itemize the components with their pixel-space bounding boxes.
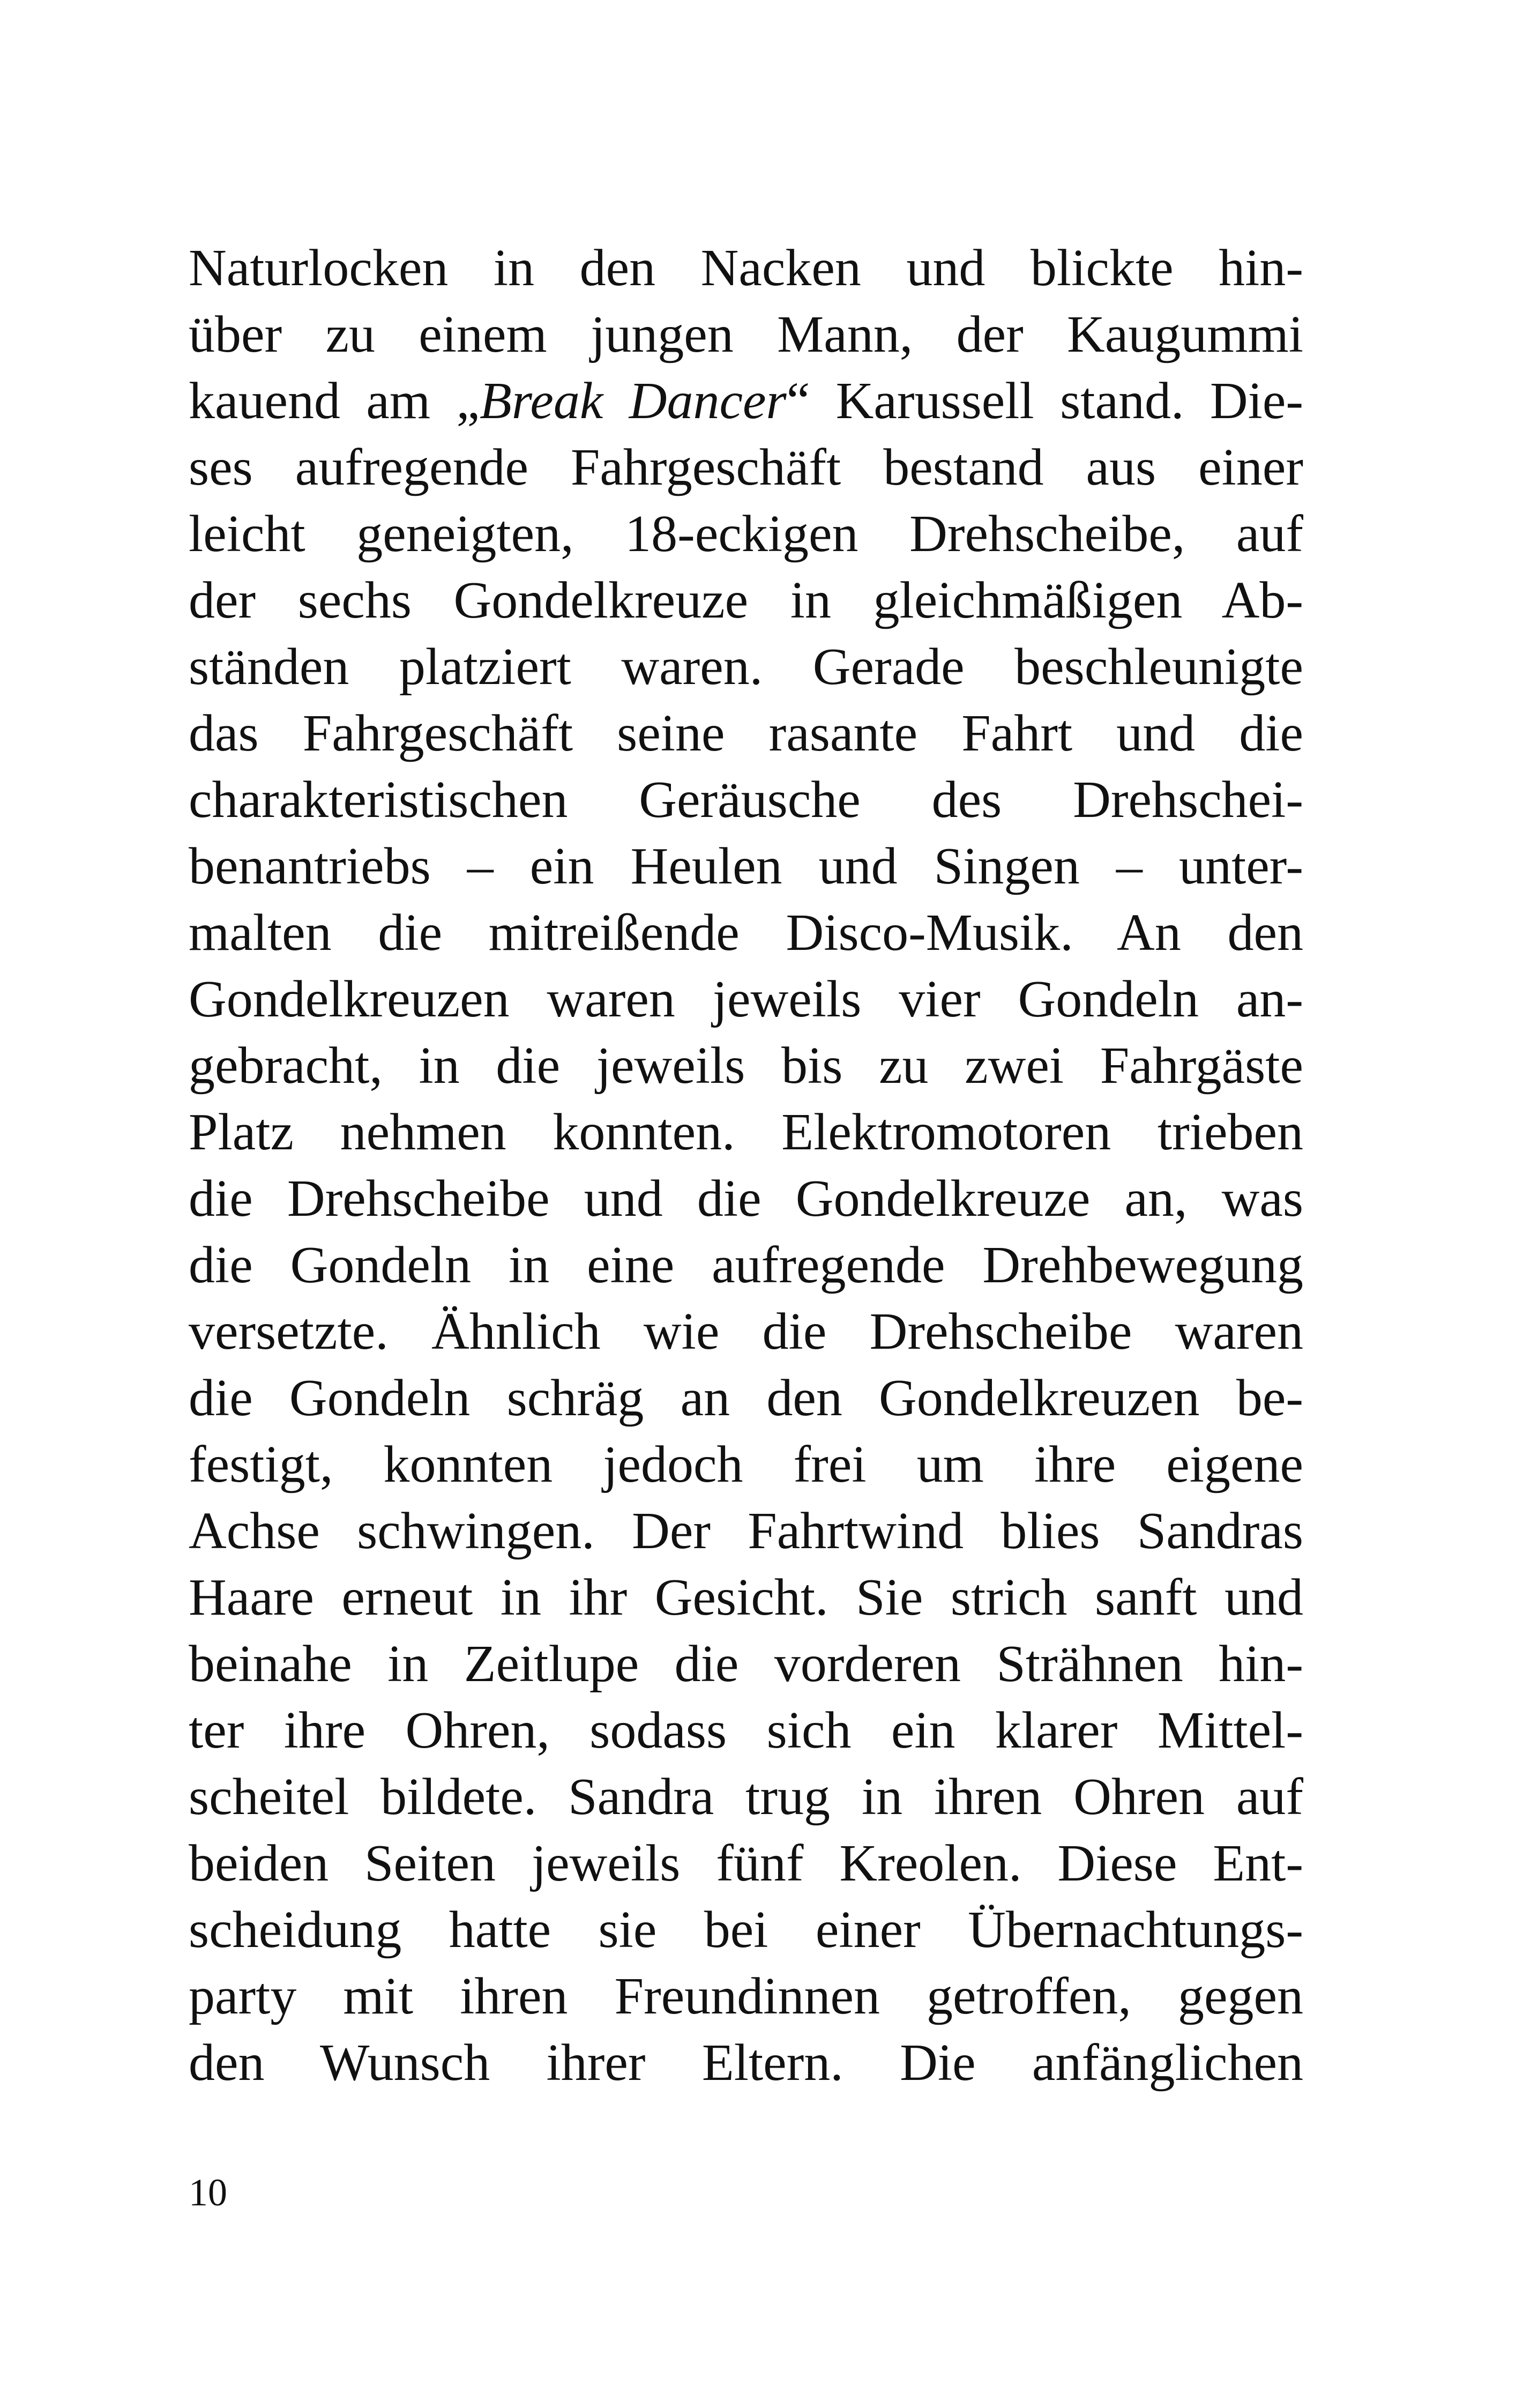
text-line: die Gondeln in eine aufregende Drehbewegung — [189, 1236, 1303, 1294]
text-line: scheidung hatte sie bei einer Übernachtungs- — [189, 1901, 1303, 1959]
text-line: beiden Seiten jeweils fünf Kreolen. Diese Ent- — [189, 1834, 1303, 1892]
text-line: malten die mitreißende Disco-Musik. An den — [189, 904, 1303, 962]
text-line: party mit ihren Freundinnen getroffen, gegen — [189, 1967, 1303, 2025]
text-line: das Fahrgeschäft seine rasante Fahrt und die — [189, 704, 1303, 762]
text-line: festigt, konnten jedoch frei um ihre eigene — [189, 1436, 1303, 1493]
text-line: benantriebs – ein Heulen und Singen – unter- — [189, 837, 1303, 895]
text-line: die Drehscheibe und die Gondelkreuze an, was — [189, 1170, 1303, 1228]
page-number: 10 — [189, 2171, 227, 2214]
text-line: den Wunsch ihrer Eltern. Die anfänglichen — [189, 2034, 1303, 2092]
text-line: charakteristischen Geräusche des Drehschei- — [189, 771, 1303, 829]
text-line: ses aufregende Fahrgeschäft bestand aus einer — [189, 439, 1303, 496]
text-line: versetzte. Ähnlich wie die Drehscheibe waren — [189, 1303, 1303, 1361]
text-line: über zu einem jungen Mann, der Kaugummi — [189, 306, 1303, 363]
text-line: die Gondeln schräg an den Gondelkreuzen be- — [189, 1369, 1303, 1427]
text-line: ständen platziert waren. Gerade beschleunigte — [189, 638, 1303, 696]
text-line: Achse schwingen. Der Fahrtwind blies Sandras — [189, 1502, 1303, 1560]
text-line: gebracht, in die jeweils bis zu zwei Fahrgäste — [189, 1037, 1303, 1095]
text-line: scheitel bildete. Sandra trug in ihren Ohren auf — [189, 1768, 1303, 1826]
text-line: beinahe in Zeitlupe die vorderen Strähnen hin- — [189, 1635, 1303, 1693]
text-line: Platz nehmen konnten. Elektromotoren trieben — [189, 1103, 1303, 1161]
text-line: Gondelkreuzen waren jeweils vier Gondeln an- — [189, 970, 1303, 1028]
ride-name: Break Dancer — [480, 372, 787, 430]
text-line: der sechs Gondelkreuze in gleichmäßigen Ab- — [189, 571, 1303, 629]
text-line: leicht geneigten, 18-eckigen Drehscheibe, auf — [189, 505, 1303, 563]
body-text — [189, 235, 1303, 2096]
text-line: Naturlocken in den Nacken und blickte hin- — [189, 239, 1303, 297]
text-line: Haare erneut in ihr Gesicht. Sie strich sanft und — [189, 1569, 1303, 1626]
text-line: ter ihre Ohren, sodass sich ein klarer Mittel- — [189, 1701, 1303, 1759]
text-line: kauend am „Break Dancer“ Karussell stand. Die- — [189, 372, 1303, 430]
